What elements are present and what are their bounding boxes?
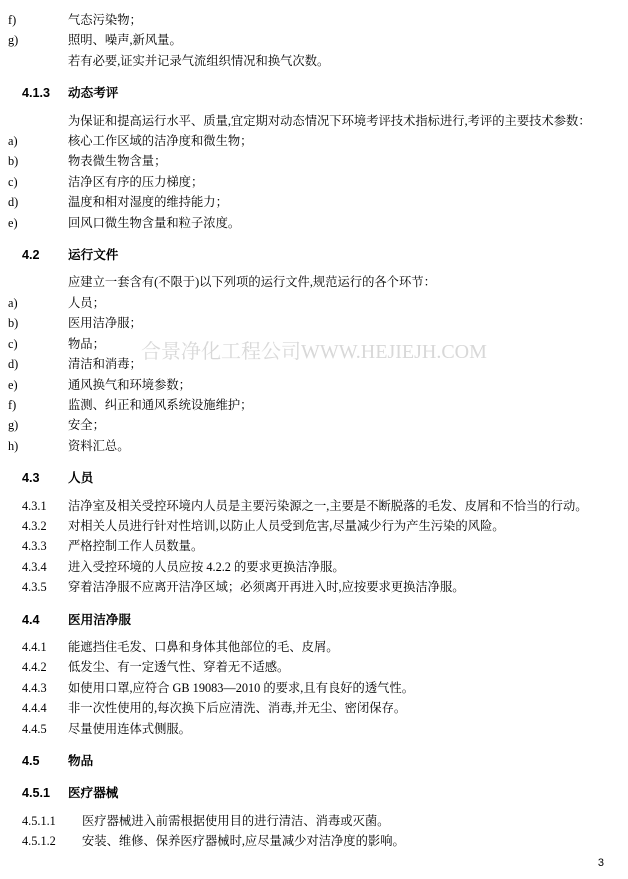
list-item-text: 物品； xyxy=(68,336,105,351)
list-item xyxy=(8,10,602,30)
paragraph-text: 进入受控环境的人员应按 4.2.2 的要求更换洁净服。 xyxy=(68,559,345,574)
numbered-paragraph xyxy=(22,496,602,516)
list-item-text: 资料汇总。 xyxy=(68,438,130,453)
list-item-label: d) xyxy=(8,195,19,210)
paragraph-text: 能遮挡住毛发、口鼻和身体其他部位的毛、皮屑。 xyxy=(68,639,339,654)
paragraph: 为保证和提高运行水平、质量,宜定期对动态情况下环境考评技术指标进行,考评的主要技术参数： xyxy=(68,113,591,128)
list-item xyxy=(8,172,602,192)
list-item xyxy=(8,436,602,456)
list-item xyxy=(8,131,602,151)
paragraph-number: 4.3.3 xyxy=(22,539,47,554)
heading-number: 4.5.1 xyxy=(22,786,51,801)
paragraph-text: 医疗器械进入前需根据使用目的进行清洁、消毒或灭菌。 xyxy=(82,813,390,828)
heading-number: 4.3 xyxy=(22,471,40,486)
paragraph-number: 4.3.2 xyxy=(22,518,47,533)
list-item xyxy=(8,192,602,212)
paragraph-number: 4.4.5 xyxy=(22,721,47,736)
list-item xyxy=(8,30,602,50)
list-item-text: 安全； xyxy=(68,418,105,433)
page-number: 3 xyxy=(597,857,604,869)
list-item-text: 回风口微生物含量和粒子浓度。 xyxy=(68,215,241,230)
numbered-paragraph xyxy=(22,811,602,831)
list-item-label: a) xyxy=(8,134,18,149)
numbered-paragraph xyxy=(22,698,602,718)
list-item xyxy=(8,213,602,233)
numbered-paragraph xyxy=(22,678,602,698)
paragraph-number: 4.3.4 xyxy=(22,559,47,574)
list-item-text: 温度和相对湿度的维持能力； xyxy=(68,195,228,210)
paragraph-number: 4.4.2 xyxy=(22,660,47,675)
list-item xyxy=(8,293,602,313)
list-item-text: 物表微生物含量； xyxy=(68,154,167,169)
numbered-paragraph xyxy=(22,719,602,739)
heading-4-1-3 xyxy=(22,83,602,103)
list-item-label: g) xyxy=(8,418,19,433)
numbered-paragraph xyxy=(22,557,602,577)
paragraph: 若有必要,证实并记录气流组织情况和换气次数。 xyxy=(68,53,330,68)
watermark: 合景净化工程公司WWW.HEJIEJH.COM xyxy=(141,341,487,363)
heading-number: 4.5 xyxy=(22,754,40,768)
heading-4-3 xyxy=(22,468,602,488)
numbered-paragraph xyxy=(22,577,602,597)
paragraph-text: 低发尘、有一定透气性、穿着无不适感。 xyxy=(68,660,290,675)
list-item xyxy=(8,151,602,171)
list-item xyxy=(8,354,602,374)
list-item xyxy=(8,395,602,415)
numbered-paragraph xyxy=(22,516,602,536)
list-item-label: h) xyxy=(8,438,19,453)
list-item-label: f) xyxy=(8,397,17,412)
list-item-label: c) xyxy=(8,336,18,351)
paragraph: 应建立一套含有(不限于)以下列项的运行文件,规范运行的各个环节： xyxy=(68,275,436,290)
paragraph-text: 严格控制工作人员数量。 xyxy=(68,539,204,554)
list-item xyxy=(8,375,602,395)
heading-number: 4.1.3 xyxy=(22,86,51,101)
numbered-paragraph xyxy=(22,657,602,677)
list-item-text: 医用洁净服； xyxy=(68,316,142,331)
paragraph-number: 4.3.1 xyxy=(22,498,47,513)
list-item xyxy=(8,334,602,354)
paragraph-number: 4.5.1.2 xyxy=(22,834,56,849)
list-item-label: a) xyxy=(8,295,18,310)
paragraph-number: 4.4.4 xyxy=(22,701,47,716)
list-item-text: 人员； xyxy=(68,295,105,310)
numbered-paragraph xyxy=(22,637,602,657)
paragraph-number: 4.3.5 xyxy=(22,580,47,595)
heading-number: 4.4 xyxy=(22,612,40,627)
heading-title: 人员 xyxy=(68,471,94,486)
heading-number: 4.2 xyxy=(22,248,40,263)
list-item-text: 通风换气和环境参数； xyxy=(68,377,191,392)
paragraph-text: 安装、维修、保养医疗器械时,应尽量减少对洁净度的影响。 xyxy=(82,834,405,849)
paragraph-text: 非一次性使用的,每次换下后应清洗、消毒,并无尘、密闭保存。 xyxy=(68,701,407,716)
heading-4-5-1 xyxy=(22,783,602,803)
list-item-label: e) xyxy=(8,377,18,392)
list-item-text: 监测、纠正和通风系统设施维护； xyxy=(68,397,253,412)
list-item-label: f) xyxy=(8,13,17,27)
numbered-paragraph xyxy=(22,831,602,851)
list-item-text: 清洁和消毒； xyxy=(68,357,142,372)
paragraph-text: 穿着洁净服不应离开洁净区域；必须离开再进入时,应按要求更换洁净服。 xyxy=(68,580,465,595)
paragraph-number: 4.5.1.1 xyxy=(22,813,56,828)
list-item xyxy=(8,415,602,435)
list-item-label: b) xyxy=(8,316,19,331)
paragraph-text: 对相关人员进行针对性培训,以防止人员受到危害,尽量减少行为产生污染的风险。 xyxy=(68,518,505,533)
list-item-label: c) xyxy=(8,174,18,189)
paragraph-text: 洁净室及相关受控环境内人员是主要污染源之一,主要是不断脱落的毛发、皮屑和不恰当的行动。 xyxy=(68,498,588,513)
heading-title: 医疗器械 xyxy=(68,786,119,801)
list-item-text: 照明、噪声,新风量。 xyxy=(68,33,182,48)
list-item-label: e) xyxy=(8,215,18,230)
paragraph-text: 尽量使用连体式侧服。 xyxy=(68,721,191,736)
list-item xyxy=(8,313,602,333)
heading-4-4 xyxy=(22,610,602,630)
heading-title: 医用洁净服 xyxy=(68,612,131,627)
list-item-label: g) xyxy=(8,33,19,48)
list-item-text: 气态污染物； xyxy=(68,13,142,27)
heading-4-2 xyxy=(22,245,602,265)
heading-title: 运行文件 xyxy=(68,248,119,263)
heading-title: 物品 xyxy=(68,754,94,768)
heading-4-5 xyxy=(22,751,602,771)
paragraph-text: 如使用口罩,应符合 GB 19083—2010 的要求,且有良好的透气性。 xyxy=(68,680,415,695)
list-item-label: d) xyxy=(8,357,19,372)
paragraph-number: 4.4.1 xyxy=(22,639,47,654)
numbered-paragraph xyxy=(22,536,602,556)
heading-title: 动态考评 xyxy=(68,86,119,101)
list-item-label: b) xyxy=(8,154,19,169)
list-item-text: 洁净区有序的压力梯度； xyxy=(68,174,204,189)
list-item-text: 核心工作区域的洁净度和微生物； xyxy=(68,134,253,149)
paragraph-number: 4.4.3 xyxy=(22,680,47,695)
